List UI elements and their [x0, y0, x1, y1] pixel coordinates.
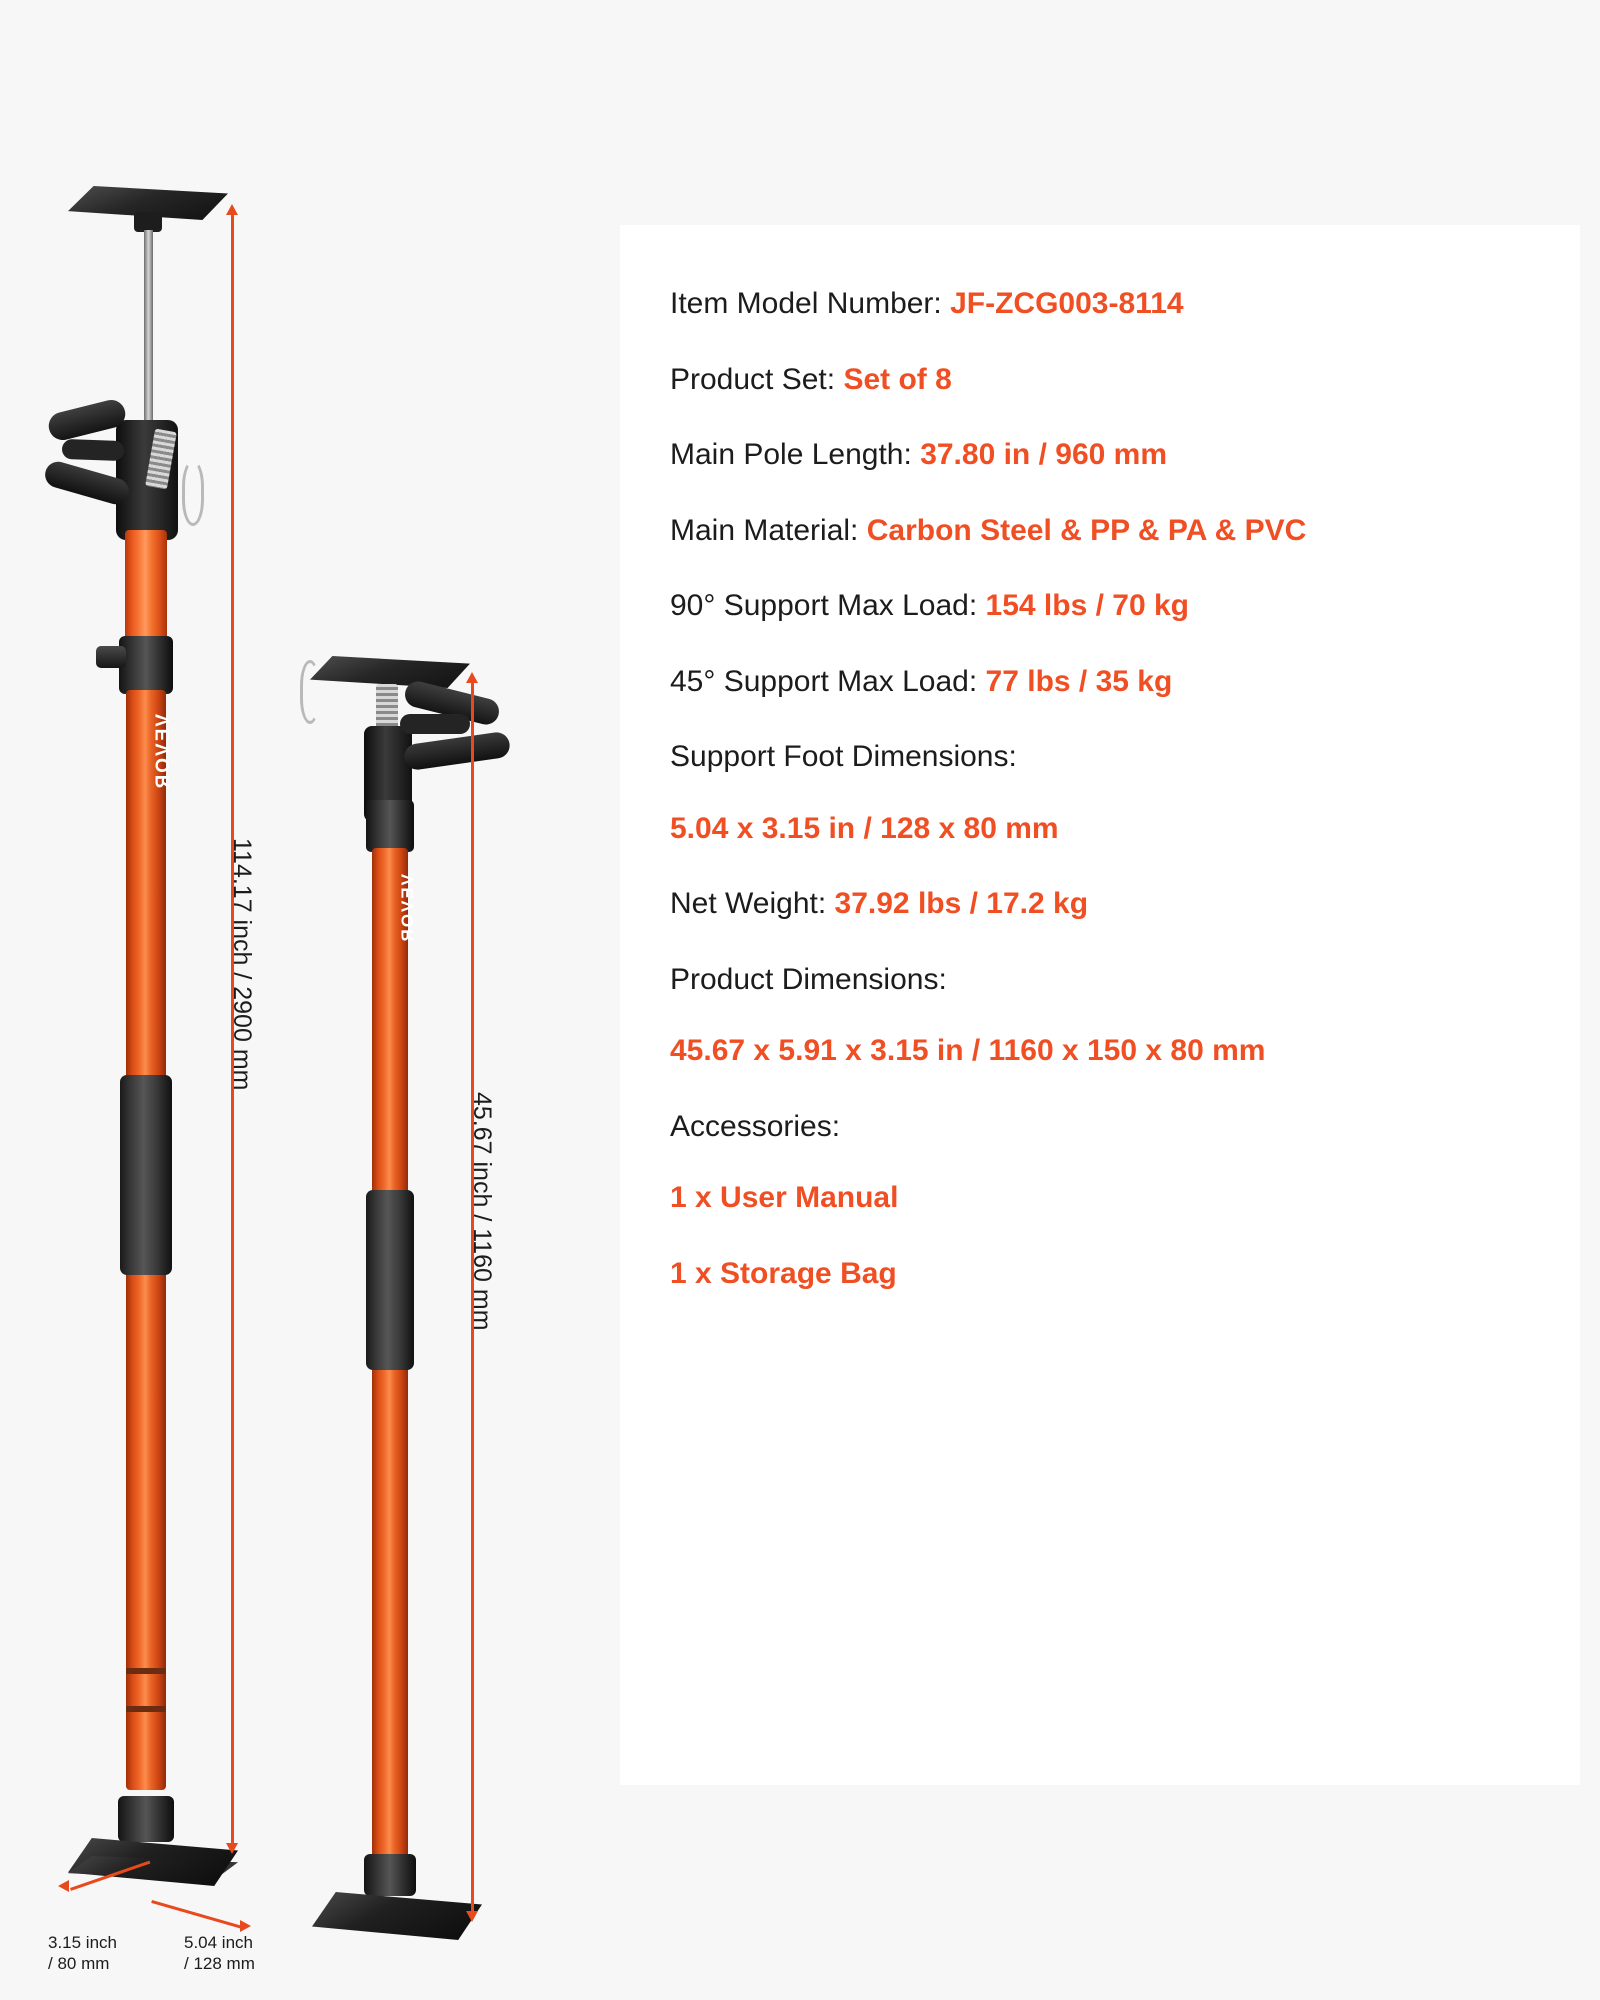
- spec-value-accessory-user-manual: 1 x User Manual: [670, 1181, 899, 1214]
- tall-pole-foot-collar: [118, 1796, 174, 1842]
- spec-value-net-weight: 37.92 lbs / 17.2 kg: [834, 887, 1089, 920]
- base-width-line2: / 128 mm: [184, 1954, 255, 1974]
- short-pole-brand-label: VEVOR: [398, 874, 417, 944]
- product-illustration: [0, 0, 600, 2000]
- spec-row-product-dimensions: [670, 961, 1530, 1070]
- spec-label-support-foot-dimensions: Support Foot Dimensions:: [670, 740, 1017, 773]
- short-pole-foot-collar: [364, 1854, 416, 1896]
- spec-row-net-weight: [670, 885, 1530, 923]
- tall-pole-cotter-pin: [182, 460, 204, 526]
- short-pole-clamp-lever-lower: [403, 731, 512, 771]
- short-pole-dimension-label: 45.67 inch / 1160 mm: [468, 1092, 496, 1331]
- short-pole-base-plate: [312, 1892, 482, 1940]
- spec-value-45-support-max-load: 77 lbs / 35 kg: [985, 664, 1173, 698]
- short-pole-clamp-jaw: [400, 714, 470, 734]
- spec-label-net-weight: Net Weight:: [670, 887, 827, 920]
- spec-value-main-pole-length: 37.80 in / 960 mm: [920, 438, 1167, 471]
- tall-pole-base-width-label: [184, 1932, 255, 1975]
- spec-row-90-support-max-load: [670, 587, 1530, 625]
- tall-pole-dimension-label: 114.17 inch / 2900 mm: [228, 838, 256, 1091]
- base-depth-line1: 3.15 inch: [48, 1933, 117, 1952]
- spec-label-product-dimensions: Product Dimensions:: [670, 962, 947, 996]
- spec-row-product-set: [670, 361, 1530, 399]
- tall-pole-brand-label: VEVOR: [153, 714, 174, 791]
- tall-pole-top-plate-collar: [134, 212, 162, 232]
- spec-row-accessories: [670, 1108, 1530, 1217]
- spec-label-main-pole-length: Main Pole Length:: [670, 438, 912, 471]
- tall-pole-base-width-line: [151, 1900, 244, 1929]
- tall-pole-bottom-screw-b: [126, 1706, 166, 1712]
- short-pole-locking-collar: [366, 800, 414, 852]
- spec-value-product-set: Set of 8: [843, 362, 952, 396]
- tall-pole-upper-tube: [125, 530, 167, 650]
- tall-pole-clamp-jaw: [62, 439, 125, 461]
- base-width-line1: 5.04 inch: [184, 1933, 253, 1952]
- spec-row-item-model-number: [670, 285, 1530, 323]
- short-pole-foam-grip: [366, 1190, 414, 1370]
- spec-value-item-model-number: JF-ZCG003-8114: [950, 287, 1184, 320]
- spec-label-product-set: Product Set:: [670, 362, 836, 396]
- base-depth-line2: / 80 mm: [48, 1954, 110, 1974]
- spec-row-main-material: [670, 512, 1530, 550]
- tall-pole-foam-grip: [120, 1075, 172, 1275]
- tall-pole-base-depth-arrow: [58, 1880, 69, 1892]
- spec-value-support-foot-dimensions: 5.04 x 3.15 in / 128 x 80 mm: [670, 811, 1059, 845]
- spec-label-90-support-max-load: 90° Support Max Load:: [670, 589, 978, 622]
- spec-row-accessory-storage-bag: 1 x Storage Bag: [670, 1256, 897, 1290]
- tall-pole-dim-arrow-bottom: [226, 1843, 238, 1854]
- specification-list: [670, 285, 1530, 1292]
- specification-card: [620, 225, 1580, 1785]
- short-pole-cotter-pin: [300, 660, 320, 724]
- tall-pole-base-depth-label: [48, 1932, 117, 1975]
- spec-label-45-support-max-load: 45° Support Max Load:: [670, 664, 978, 698]
- tall-pole-base-width-arrow: [240, 1920, 251, 1932]
- tall-pole-collar-knob: [96, 646, 126, 668]
- spec-row-main-pole-length: [670, 436, 1530, 474]
- spec-value-90-support-max-load: 154 lbs / 70 kg: [985, 589, 1189, 622]
- tall-pole-upper-rod: [144, 230, 153, 420]
- spec-label-item-model-number: Item Model Number:: [670, 287, 942, 320]
- spec-row-45-support-max-load: [670, 663, 1530, 701]
- short-pole-dim-arrow-bottom: [466, 1911, 478, 1922]
- tall-pole-bottom-screw-a: [126, 1668, 166, 1674]
- spec-label-main-material: Main Material:: [670, 513, 859, 547]
- spec-row-support-foot-dimensions: [670, 738, 1530, 847]
- tall-pole-locking-collar: [119, 636, 173, 694]
- spec-label-accessories: Accessories:: [670, 1109, 841, 1143]
- spec-value-main-material: Carbon Steel & PP & PA & PVC: [866, 513, 1307, 547]
- spec-value-product-dimensions: 45.67 x 5.91 x 3.15 in / 1160 x 150 x 80 mm: [670, 1034, 1266, 1067]
